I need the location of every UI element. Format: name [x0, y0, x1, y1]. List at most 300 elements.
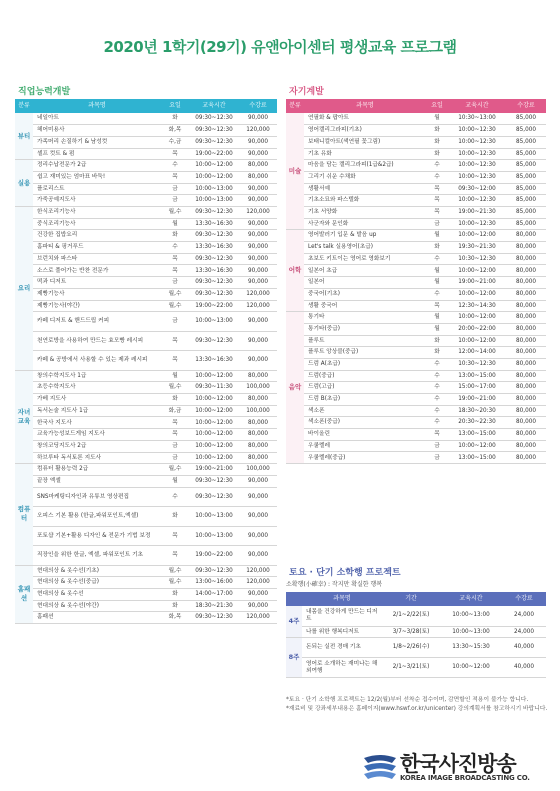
fee-cell: 80,000 — [506, 253, 546, 265]
time-cell: 09:30~12:30 — [189, 565, 239, 577]
time-cell: 09:30~12:30 — [189, 230, 239, 242]
course-name: 색소폰 — [304, 405, 426, 417]
day-cell: 월,수 — [161, 464, 189, 476]
time-cell: 09:30~12:30 — [189, 125, 239, 137]
table-row — [286, 277, 546, 289]
fee-cell: 120,000 — [239, 565, 277, 577]
category-cell: 실용 — [15, 160, 33, 207]
table-row — [15, 113, 277, 125]
time-cell: 10:00~12:00 — [448, 312, 506, 324]
course-name: 쉽고 재미있는 엄마표 바둑! — [33, 171, 161, 183]
time-cell: 18:30~20:30 — [448, 405, 506, 417]
fee-cell: 85,000 — [506, 207, 546, 219]
day-cell: 화 — [161, 507, 189, 527]
time-cell: 10:00~12:00 — [189, 370, 239, 382]
fee-cell: 80,000 — [506, 335, 546, 347]
course-name: 우쿨렐레 — [304, 440, 426, 452]
table-row — [286, 335, 546, 347]
fee-cell: 90,000 — [239, 136, 277, 148]
time-cell: 09:30~12:30 — [189, 207, 239, 219]
course-name: 컴퓨터 활용능력 2급 — [33, 464, 161, 476]
course-name: 마음을 담는 캘리그라피(1급&2급) — [304, 160, 426, 172]
table-row — [286, 230, 546, 242]
course-name: 보태니컬아트(색연필 꽃그림) — [304, 136, 426, 148]
table-row — [286, 171, 546, 183]
table-row — [15, 148, 277, 160]
table-row — [15, 464, 277, 476]
time-cell: 10:00~12:00 — [448, 230, 506, 242]
table-row — [15, 125, 277, 137]
time-cell: 10:00~12:00 — [189, 394, 239, 406]
day-cell: 월 — [161, 475, 189, 487]
header-day: 요일 — [161, 99, 189, 113]
category-cell: 어학 — [286, 230, 304, 312]
table-row — [15, 405, 277, 417]
table-row — [15, 277, 277, 289]
day-cell: 금 — [426, 440, 448, 452]
fee-cell: 80,000 — [506, 394, 546, 406]
day-cell: 금 — [161, 183, 189, 195]
table-row — [286, 218, 546, 230]
table-row — [286, 125, 546, 137]
fee-cell: 40,000 — [502, 638, 546, 658]
table-row — [15, 507, 277, 527]
time-cell: 19:00~22:00 — [189, 300, 239, 312]
day-cell: 월 — [426, 113, 448, 125]
fee-cell: 80,000 — [239, 370, 277, 382]
time-cell: 10:00~13:00 — [189, 526, 239, 546]
table-row — [286, 394, 546, 406]
course-name: 제빵기능사 — [33, 288, 161, 300]
table-row — [15, 612, 277, 624]
course-name: 일본어 초급 — [304, 265, 426, 277]
day-cell: 2/1~2/22(토) — [382, 606, 440, 626]
table-row — [286, 288, 546, 300]
fee-cell: 85,000 — [506, 183, 546, 195]
day-cell: 수 — [161, 160, 189, 172]
day-cell: 화 — [426, 136, 448, 148]
course-name: 창의수학지도사 1급 — [33, 370, 161, 382]
category-cell: 8주 — [286, 638, 302, 678]
day-cell: 월,수 — [161, 382, 189, 394]
category-cell: 4주 — [286, 606, 302, 638]
table-row — [15, 577, 277, 589]
time-cell: 10:00~12:00 — [189, 417, 239, 429]
time-cell: 10:00~12:00 — [448, 440, 506, 452]
table-row — [15, 207, 277, 219]
table-row — [286, 160, 546, 172]
day-cell: 목 — [426, 207, 448, 219]
fee-cell: 80,000 — [506, 440, 546, 452]
table-row — [15, 195, 277, 207]
day-cell: 월 — [161, 370, 189, 382]
short-subtitle: 소확행(小確幸) : 작지만 확실한 행복 — [286, 581, 383, 588]
day-cell: 금 — [161, 440, 189, 452]
header-course: 과목명 — [302, 592, 382, 606]
header-fee: 수강료 — [502, 592, 546, 606]
course-name: 연필화 & 팝아트 — [304, 113, 426, 125]
day-cell: 화,목 — [161, 612, 189, 624]
table-row — [286, 312, 546, 324]
day-cell: 화,목 — [161, 125, 189, 137]
fee-cell: 90,000 — [239, 475, 277, 487]
course-name: 나를 위한 행복디저트 — [302, 626, 382, 638]
fee-cell: 80,000 — [506, 312, 546, 324]
course-name: 영어캘리그라피(기초) — [304, 125, 426, 137]
time-cell: 10:30~13:00 — [448, 113, 506, 125]
day-cell: 2/1~3/21(토) — [382, 658, 440, 678]
time-cell: 19:00~21:00 — [448, 394, 506, 406]
time-cell: 13:30~15:30 — [440, 638, 502, 658]
time-cell: 10:00~13:00 — [440, 626, 502, 638]
fee-cell: 90,000 — [239, 265, 277, 277]
category-cell: 홈패션 — [15, 565, 33, 623]
fee-cell: 80,000 — [239, 440, 277, 452]
time-cell: 10:00~13:00 — [440, 606, 502, 626]
course-name: 기초 유화 — [304, 148, 426, 160]
time-cell: 19:00~21:00 — [189, 464, 239, 476]
table-row — [286, 452, 546, 464]
time-cell: 12:30~14:30 — [448, 300, 506, 312]
table-row — [15, 300, 277, 312]
time-cell: 10:00~12:00 — [448, 288, 506, 300]
time-cell: 09:30~12:30 — [189, 113, 239, 125]
course-name: 플루트 — [304, 335, 426, 347]
course-name: 통기타 — [304, 312, 426, 324]
fee-cell: 90,000 — [239, 546, 277, 566]
time-cell: 09:30~12:00 — [448, 183, 506, 195]
day-cell: 수 — [426, 253, 448, 265]
time-cell: 09:30~12:30 — [189, 253, 239, 265]
day-cell: 월,수 — [161, 577, 189, 589]
course-name: 네일아트 — [33, 113, 161, 125]
day-cell: 수,금 — [161, 136, 189, 148]
table-row — [286, 253, 546, 265]
time-cell: 20:00~22:00 — [448, 323, 506, 335]
header-time: 교육시간 — [440, 592, 502, 606]
fee-cell: 80,000 — [239, 394, 277, 406]
category-cell: 컴퓨터 — [15, 464, 33, 565]
fee-cell: 80,000 — [506, 277, 546, 289]
header-course: 과목명 — [33, 99, 161, 113]
table-row — [15, 429, 277, 441]
time-cell: 10:00~12:00 — [189, 429, 239, 441]
fee-cell: 85,000 — [506, 113, 546, 125]
day-cell: 화 — [161, 588, 189, 600]
day-cell: 금 — [161, 277, 189, 289]
time-cell: 14:00~17:00 — [189, 588, 239, 600]
course-name: SNS마케팅디자인과 유튜브 영상편집 — [33, 487, 161, 507]
header-category: 분류 — [286, 99, 304, 113]
time-cell: 09:30~12:30 — [189, 612, 239, 624]
day-cell: 목 — [161, 351, 189, 371]
table-row — [286, 347, 546, 359]
time-cell: 13:30~16:30 — [189, 218, 239, 230]
time-cell: 13:00~15:00 — [448, 452, 506, 464]
day-cell: 수 — [161, 487, 189, 507]
course-name: 독서논술 지도사 1급 — [33, 405, 161, 417]
day-cell: 수 — [426, 171, 448, 183]
course-name: 생활서예 — [304, 183, 426, 195]
fee-cell: 90,000 — [239, 526, 277, 546]
course-name: 카페 디저트 & 핸드드립 커피 — [33, 312, 161, 332]
logo-mark-icon — [362, 752, 398, 782]
table-row — [286, 658, 546, 678]
table-row — [15, 370, 277, 382]
table-row — [15, 565, 277, 577]
fee-cell: 120,000 — [239, 207, 277, 219]
course-name: 우쿨렐레(중급) — [304, 452, 426, 464]
course-name: 내몸을 건강하게 만드는 디저트 — [302, 606, 382, 626]
fee-cell: 90,000 — [239, 230, 277, 242]
fee-cell: 80,000 — [506, 288, 546, 300]
fee-cell: 85,000 — [506, 160, 546, 172]
course-name: Let's talk 실용영어(초급) — [304, 242, 426, 254]
day-cell: 월 — [426, 230, 448, 242]
time-cell: 10:00~12:00 — [189, 440, 239, 452]
table-row — [15, 242, 277, 254]
self-dev-course-table — [286, 99, 546, 464]
time-cell: 13:30~16:30 — [189, 265, 239, 277]
day-cell: 목 — [161, 148, 189, 160]
header-fee: 수강료 — [506, 99, 546, 113]
fee-cell: 100,000 — [239, 382, 277, 394]
logo-korean: 한국사진방송 — [400, 752, 516, 776]
course-name: 한식조리기능사 — [33, 207, 161, 219]
fee-cell: 80,000 — [506, 323, 546, 335]
time-cell: 10:00~12:30 — [448, 136, 506, 148]
course-name: 창의코딩지도사 2급 — [33, 440, 161, 452]
day-cell: 목 — [426, 183, 448, 195]
time-cell: 10:00~12:30 — [448, 160, 506, 172]
fee-cell: 80,000 — [506, 230, 546, 242]
time-cell: 10:00~12:30 — [448, 195, 506, 207]
day-cell: 목 — [161, 171, 189, 183]
day-cell: 수 — [426, 417, 448, 429]
day-cell: 목 — [161, 546, 189, 566]
time-cell: 18:30~21:30 — [189, 600, 239, 612]
course-name: 끝장 엑셀 — [33, 475, 161, 487]
table-row — [286, 300, 546, 312]
day-cell: 화 — [426, 148, 448, 160]
time-cell: 10:00~12:00 — [189, 171, 239, 183]
table-row — [15, 394, 277, 406]
note-1: *토요 · 단기 소학행 프로젝트는 12/2(월)부터 선착순 접수이며, 감면할인 적용이 불가능 합니다. — [286, 697, 529, 703]
time-cell: 19:00~22:00 — [189, 546, 239, 566]
time-cell: 13:00~15:00 — [448, 429, 506, 441]
time-cell: 09:30~12:30 — [189, 288, 239, 300]
section-title-career: 직업능력개발 — [18, 87, 71, 97]
time-cell: 20:30~22:30 — [448, 417, 506, 429]
time-cell: 10:00~12:30 — [448, 148, 506, 160]
course-name: 중식조리기능사 — [33, 218, 161, 230]
table-row — [15, 526, 277, 546]
time-cell: 09:30~12:30 — [189, 331, 239, 351]
fee-cell: 100,000 — [239, 405, 277, 417]
day-cell: 월 — [426, 265, 448, 277]
course-name: 브런치와 파스타 — [33, 253, 161, 265]
day-cell: 월 — [426, 312, 448, 324]
fee-cell: 90,000 — [239, 588, 277, 600]
fee-cell: 90,000 — [239, 242, 277, 254]
day-cell: 3/7~3/28(토) — [382, 626, 440, 638]
fee-cell: 80,000 — [506, 242, 546, 254]
fee-cell: 80,000 — [239, 429, 277, 441]
course-name: 드럼(고급) — [304, 382, 426, 394]
course-name: 사군자와 문인화 — [304, 218, 426, 230]
table-row — [15, 417, 277, 429]
category-cell: 요리 — [15, 207, 33, 371]
fee-cell: 85,000 — [506, 218, 546, 230]
fee-cell: 80,000 — [239, 452, 277, 464]
course-name: 천연로방을 사용하여 만드는 효모빵 레시피 — [33, 331, 161, 351]
table-row — [286, 242, 546, 254]
course-name: 그리기 쉬운 수채화 — [304, 171, 426, 183]
short-course-table — [286, 592, 546, 678]
fee-cell: 85,000 — [506, 195, 546, 207]
course-name: 가베 지도사 — [33, 394, 161, 406]
table-row — [286, 358, 546, 370]
course-name: 드럼 B(초급) — [304, 394, 426, 406]
fee-cell: 90,000 — [239, 331, 277, 351]
fee-cell: 24,000 — [502, 626, 546, 638]
table-row — [286, 626, 546, 638]
header-course: 과목명 — [304, 99, 426, 113]
table-row — [15, 588, 277, 600]
course-name: 생활 중국어 — [304, 300, 426, 312]
day-cell: 1/8~2/26(수) — [382, 638, 440, 658]
day-cell: 목 — [161, 253, 189, 265]
time-cell: 10:00~12:30 — [448, 218, 506, 230]
course-name: 포토샵 기본+활용 디자인 & 전문가 기법 보정 — [33, 526, 161, 546]
course-name: 떡과 디저트 — [33, 277, 161, 289]
fee-cell: 80,000 — [506, 370, 546, 382]
category-cell: 미술 — [286, 113, 304, 230]
time-cell: 13:30~16:30 — [189, 242, 239, 254]
day-cell: 월,수 — [161, 288, 189, 300]
career-course-table — [15, 99, 277, 624]
course-name: 일본어 — [304, 277, 426, 289]
day-cell: 목 — [161, 331, 189, 351]
day-cell: 월 — [426, 323, 448, 335]
day-cell: 월,수 — [161, 207, 189, 219]
fee-cell: 80,000 — [506, 265, 546, 277]
fee-cell: 80,000 — [506, 429, 546, 441]
fee-cell: 80,000 — [239, 171, 277, 183]
fee-cell: 80,000 — [506, 452, 546, 464]
category-cell: 자녀교육 — [15, 370, 33, 464]
course-name: 돈되는 실전 경매 기초 — [302, 638, 382, 658]
fee-cell: 100,000 — [239, 464, 277, 476]
table-row — [15, 183, 277, 195]
time-cell: 15:00~17:00 — [448, 382, 506, 394]
table-row — [15, 136, 277, 148]
fee-cell: 90,000 — [239, 253, 277, 265]
course-name: 헤어미용사 — [33, 125, 161, 137]
time-cell: 09:30~12:30 — [189, 487, 239, 507]
course-name: 하브루타 독서토론 지도사 — [33, 452, 161, 464]
day-cell: 화 — [161, 394, 189, 406]
course-name: 초보도 키트이는 영어로 영화보기 — [304, 253, 426, 265]
day-cell: 화 — [161, 230, 189, 242]
day-cell: 수 — [426, 382, 448, 394]
header-category: 분류 — [15, 99, 33, 113]
table-row — [15, 440, 277, 452]
fee-cell: 85,000 — [506, 148, 546, 160]
course-name: 제빵기능사(야간) — [33, 300, 161, 312]
course-name: 초등수학지도사 — [33, 382, 161, 394]
table-row — [286, 429, 546, 441]
time-cell: 19:00~22:00 — [189, 148, 239, 160]
fee-cell: 80,000 — [506, 300, 546, 312]
time-cell: 09:30~12:30 — [189, 475, 239, 487]
day-cell: 월,수 — [161, 300, 189, 312]
fee-cell: 90,000 — [239, 277, 277, 289]
fee-cell: 90,000 — [239, 195, 277, 207]
time-cell: 09:30~12:30 — [189, 277, 239, 289]
day-cell: 화 — [161, 600, 189, 612]
fee-cell: 40,000 — [502, 658, 546, 678]
course-name: 오피스 기본 활용 (한글,파워포인트,엑셀) — [33, 507, 161, 527]
time-cell: 10:00~12:00 — [189, 405, 239, 417]
day-cell: 목 — [161, 526, 189, 546]
course-name: 기초소묘와 파스텔화 — [304, 195, 426, 207]
day-cell: 목 — [426, 195, 448, 207]
day-cell: 목 — [161, 429, 189, 441]
fee-cell: 120,000 — [239, 300, 277, 312]
course-name: 한국사 지도사 — [33, 417, 161, 429]
fee-cell: 90,000 — [239, 312, 277, 332]
time-cell: 10:00~12:00 — [440, 658, 502, 678]
day-cell: 수 — [426, 370, 448, 382]
table-row — [15, 265, 277, 277]
course-name: 드럼(중급) — [304, 370, 426, 382]
table-row — [286, 382, 546, 394]
table-row — [15, 475, 277, 487]
notes — [286, 696, 548, 714]
day-cell: 수 — [426, 288, 448, 300]
time-cell: 13:00~15:00 — [448, 370, 506, 382]
table-row — [15, 312, 277, 332]
course-name: 현대의상 & 옷수선 — [33, 588, 161, 600]
day-cell: 수 — [426, 394, 448, 406]
fee-cell: 90,000 — [239, 507, 277, 527]
table-row — [15, 288, 277, 300]
day-cell: 화 — [426, 335, 448, 347]
course-name: 현대의상 & 옷수선(야간) — [33, 600, 161, 612]
time-cell: 10:30~12:30 — [448, 358, 506, 370]
table-row — [15, 600, 277, 612]
course-name: 카페 & 공방에서 사용할 수 있는 제과 레시피 — [33, 351, 161, 371]
table-row — [286, 440, 546, 452]
time-cell: 19:00~21:30 — [448, 207, 506, 219]
time-cell: 12:00~14:00 — [448, 347, 506, 359]
course-name: 건강한 집밥요리 — [33, 230, 161, 242]
time-cell: 10:00~12:00 — [448, 335, 506, 347]
table-row — [15, 546, 277, 566]
table-row — [286, 417, 546, 429]
fee-cell: 85,000 — [506, 171, 546, 183]
day-cell: 월 — [426, 277, 448, 289]
table-row — [286, 265, 546, 277]
time-cell: 13:30~16:30 — [189, 351, 239, 371]
fee-cell: 85,000 — [506, 136, 546, 148]
day-cell: 수 — [426, 358, 448, 370]
time-cell: 19:00~21:00 — [448, 277, 506, 289]
table-row — [15, 382, 277, 394]
table-row — [286, 136, 546, 148]
table-row — [15, 253, 277, 265]
